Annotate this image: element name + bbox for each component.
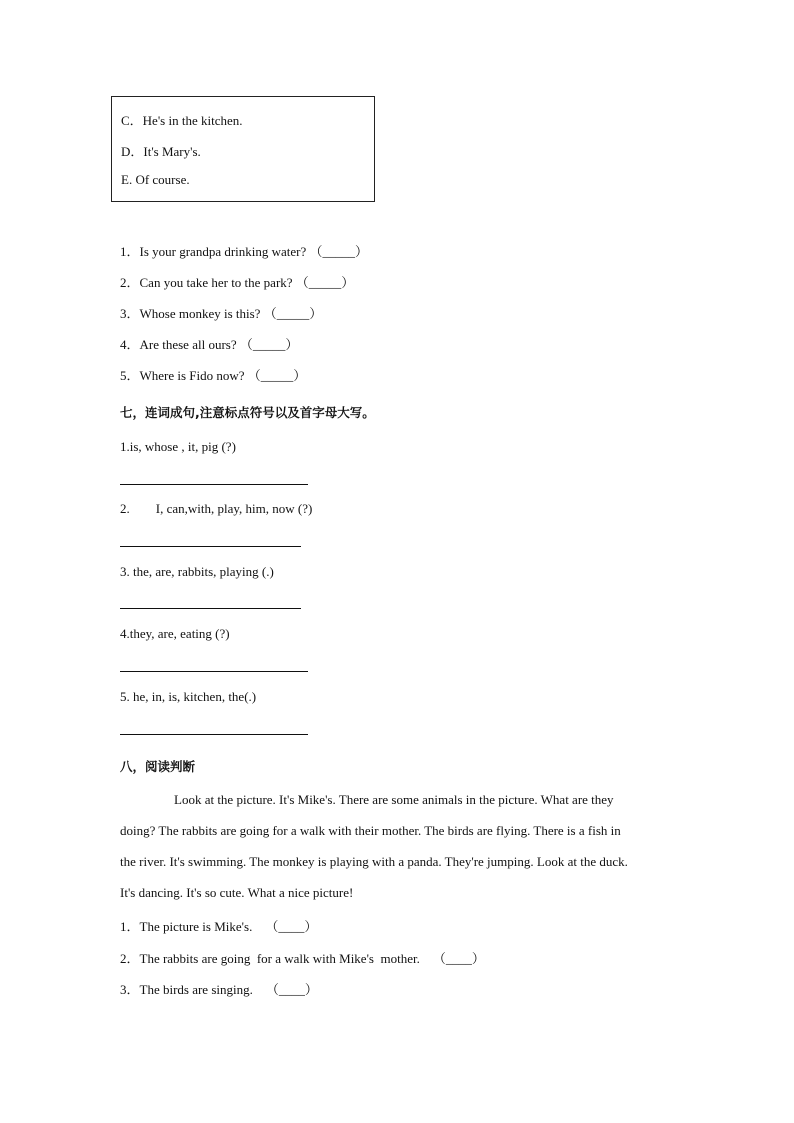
passage-line: Look at the picture. It's Mike's. There are some animals in the picture. What are they [174,792,614,807]
match-question: 2．Can you take her to the park? （_____） [120,275,355,290]
judgement-question: 1．The picture is Mike's. （____） [120,919,318,934]
answer-line [120,608,301,609]
match-question: 5．Where is Fido now? （_____） [120,368,307,383]
passage-line: doing? The rabbits are going for a walk with their mother. The birds are flying. There is a fish in [120,823,621,838]
judgement-question: 3．The birds are singing. （____） [120,982,318,997]
answer-option: D．It's Mary's. [121,144,201,159]
passage-line: It's dancing. It's so cute. What a nice picture! [120,885,354,900]
judgement-question: 2．The rabbits are going for a walk with Mike's mother. （____） [120,951,485,966]
sentence-item: 4.they, are, eating (?) [120,626,230,641]
answer-line [120,734,308,735]
answer-option: E. Of course. [121,172,190,187]
answer-options-box [111,96,375,202]
sentence-item: 1.is, whose , it, pig (?) [120,439,236,454]
section-7-heading: 七，连词成句,注意标点符号以及首字母大写。 [120,405,375,420]
match-question: 4．Are these all ours? （_____） [120,337,299,352]
sentence-item: 3. the, are, rabbits, playing (.) [120,564,274,579]
section-8-heading: 八，阅读判断 [120,759,196,774]
match-question: 3．Whose monkey is this? （_____） [120,306,323,321]
answer-line [120,484,308,485]
sentence-item: 5. he, in, is, kitchen, the(.) [120,689,257,704]
sentence-item: 2. I, can,with, play, him, now (?) [120,501,313,516]
passage-line: the river. It's swimming. The monkey is playing with a panda. They're jumping. Look at the duck. [120,854,628,869]
answer-line [120,671,308,672]
match-question: 1．Is your grandpa drinking water? （_____） [120,244,369,259]
answer-option: C．He's in the kitchen. [121,113,243,128]
answer-line [120,546,301,547]
